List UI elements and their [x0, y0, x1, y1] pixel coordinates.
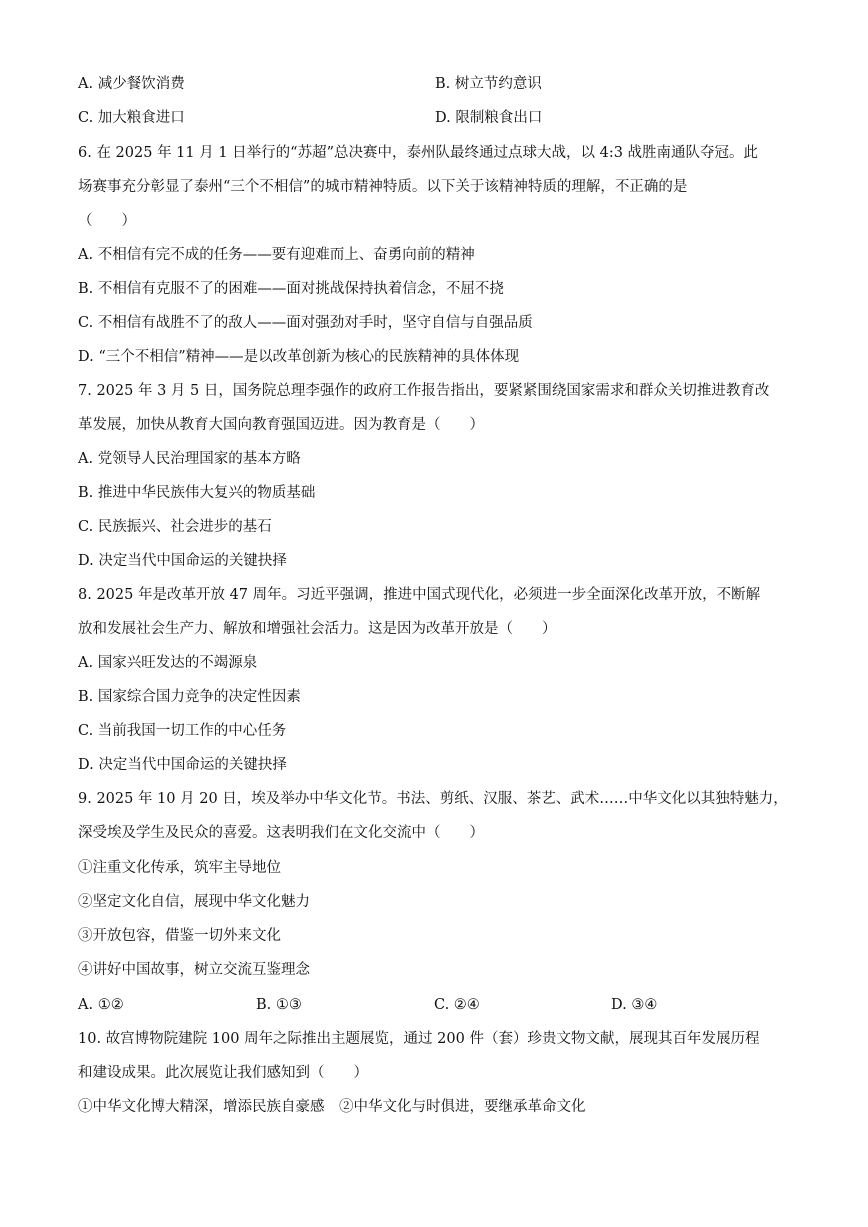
q9-stem-line1: 9. 2025 年 10 月 20 日，埃及举办中华文化节。书法、剪纸、汉服、茶艺、武术……中华文化以其独特魅力， [78, 791, 788, 807]
q7-option-b: B. 推进中华民族伟大复兴的物质基础 [78, 485, 316, 501]
q9-option-b: B. ①③ [256, 997, 302, 1013]
q8-option-b: B. 国家综合国力竞争的决定性因素 [78, 689, 301, 705]
q8-option-c: C. 当前我国一切工作的中心任务 [78, 723, 287, 739]
q6-option-d: D. “三个不相信”精神——是以改革创新为核心的民族精神的具体体现 [78, 349, 520, 365]
q7-stem-line1: 7. 2025 年 3 月 5 日，国务院总理李强作的政府工作报告指出，要紧紧围绕国家需求和群众关切推进教育改 [78, 383, 770, 399]
q7-option-a: A. 党领导人民治理国家的基本方略 [78, 451, 301, 467]
q8-option-d: D. 决定当代中国命运的关键抉择 [78, 757, 287, 773]
q8-stem-line2: 放和发展社会生产力、解放和增强社会活力。这是因为改革开放是（ ） [78, 621, 557, 637]
q8-option-a: A. 国家兴旺发达的不竭源泉 [78, 655, 258, 671]
q6-option-c: C. 不相信有战胜不了的敌人——面对强劲对手时，坚守自信与自强品质 [78, 315, 533, 331]
q5-option-d: D. 限制粮食出口 [435, 110, 543, 126]
q6-option-b: B. 不相信有克服不了的困难——面对挑战保持执着信念，不屈不挠 [78, 281, 504, 297]
q7-option-d: D. 决定当代中国命运的关键抉择 [78, 553, 287, 569]
q9-statement-2: ②坚定文化自信，展现中华文化魅力 [78, 894, 310, 910]
q5-option-c: C. 加大粮食进口 [78, 110, 185, 126]
q7-stem-line2: 革发展，加快从教育大国向教育强国迈进。因为教育是（ ） [78, 417, 484, 433]
q6-stem-line2: 场赛事充分彰显了泰州“三个不相信”的城市精神特质。以下关于该精神特质的理解，不正确的是 [78, 179, 688, 195]
q5-option-a: A. 减少餐饮消费 [78, 76, 185, 92]
q9-statement-4: ④讲好中国故事，树立交流互鉴理念 [78, 962, 310, 978]
q10-stem-line1: 10. 故宫博物院建院 100 周年之际推出主题展览，通过 200 件（套）珍贵文物文献，展现其百年发展历程 [78, 1031, 760, 1047]
q10-statements: ①中华文化博大精深，增添民族自豪感 ②中华文化与时俱进，要继承革命文化 [78, 1099, 586, 1115]
q6-option-a: A. 不相信有完不成的任务——要有迎难而上、奋勇向前的精神 [78, 247, 475, 263]
q9-option-c: C. ②④ [434, 997, 480, 1013]
q6-answer-bracket: （ ） [78, 213, 136, 229]
q10-stem-line2: 和建设成果。此次展览让我们感知到（ ） [78, 1065, 368, 1081]
q8-stem-line1: 8. 2025 年是改革开放 47 周年。习近平强调，推进中国式现代化，必须进一步全面深化改革开放，不断解 [78, 587, 761, 603]
q7-option-c: C. 民族振兴、社会进步的基石 [78, 519, 272, 535]
q9-option-d: D. ③④ [611, 997, 658, 1013]
q5-option-b: B. 树立节约意识 [435, 76, 542, 92]
q9-statement-3: ③开放包容，借鉴一切外来文化 [78, 928, 281, 944]
q9-stem-line2: 深受埃及学生及民众的喜爱。这表明我们在文化交流中（ ） [78, 825, 484, 841]
q9-option-a: A. ①② [78, 997, 124, 1013]
q9-statement-1: ①注重文化传承，筑牢主导地位 [78, 860, 281, 876]
q6-stem-line1: 6. 在 2025 年 11 月 1 日举行的“苏超”总决赛中，泰州队最终通过点球大战，以 4:3 战胜南通队夺冠。此 [78, 145, 759, 161]
